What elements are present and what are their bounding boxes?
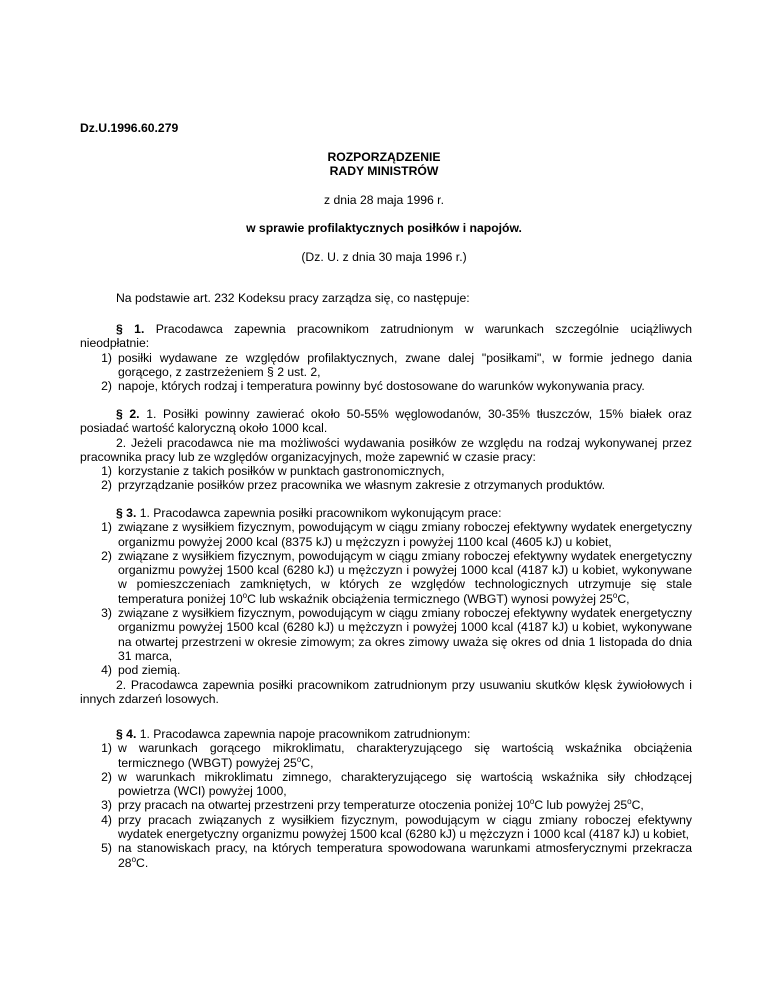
item-text: posiłki wydawane ze względów profilaktycznych, zwane dalej "posiłkami", w formie jednego dania gorącego, z zastrzeżeniem § 2 ust. 2, [118, 350, 692, 379]
item-number: 2) [101, 769, 112, 784]
item-text-end: C, [631, 798, 644, 813]
section-2-mark: § 2. [116, 407, 140, 421]
degree-sup: o [131, 854, 137, 864]
legal-basis: Na podstawie art. 232 Kodeksu pracy zarządza się, co następuje: [116, 291, 470, 305]
item-number: 2) [101, 478, 112, 493]
item-number: 4) [101, 812, 112, 827]
item-number: 2) [101, 548, 112, 563]
section-3-mark: § 3. [116, 506, 137, 520]
section-3-paragraph-1 [80, 506, 692, 520]
section-4-paragraph-1 [80, 727, 692, 741]
item-text-end: C, [301, 755, 314, 770]
section-2-p1-text: 1. Posiłki powinny zawierać około 50-55% węglowodanów, 30-35% tłuszczów, 15% białek oraz posiadać wartość kaloryczną około 1000 kcal. [80, 407, 692, 436]
list-item [80, 549, 692, 606]
item-text: na stanowiskach pracy, na których temperatura spowodowana warunkami atmosferycznymi przekracza 28 [118, 841, 692, 870]
document-identifier: Dz.U.1996.60.279 [80, 121, 179, 135]
title-line-1: ROZPORZĄDZENIE [327, 150, 441, 164]
item-number: 1) [101, 741, 112, 756]
degree-sup: o [627, 797, 632, 807]
item-number: 5) [101, 841, 112, 856]
item-number: 1) [101, 350, 112, 365]
list-item [80, 798, 692, 812]
document-date: z dnia 28 maja 1996 r. [324, 193, 444, 207]
item-text-cont: C lub wskaźnik obciążenia termicznego (WBGT) wynosi powyżej 25 [247, 591, 613, 606]
item-text: przy pracach na otwartej przestrzeni przy temperaturze otoczenia poniżej 10 [118, 798, 530, 813]
section-1-text: Pracodawca zapewnia pracownikom zatrudnionym w warunkach szczególnie uciążliwych nieodpłatnie: [80, 322, 692, 351]
document-subject: w sprawie profilaktycznych posiłków i napojów. [246, 221, 522, 235]
item-number: 1) [101, 520, 112, 535]
section-3 [80, 506, 692, 706]
section-1-intro [80, 322, 692, 351]
item-text-end: C, [617, 591, 630, 606]
degree-sup: o [296, 754, 302, 764]
item-text: przy pracach związanych z wysiłkiem fizycznym, powodującym w ciągu zmiany roboczej efektywny wydatek energetyczny organizmu powyżej 1500 kcal (6280 kJ) u mężczyzn i 1000 kcal (4187 kJ) u kobiet, [118, 812, 692, 842]
item-text: korzystanie z takich posiłków w punktach gastronomicznych, [118, 464, 445, 479]
list-item [80, 478, 692, 492]
item-number: 4) [101, 663, 112, 678]
item-text: związane z wysiłkiem fizycznym, powodującym w ciągu zmiany roboczej efektywny wydatek energetyczny organizmu powyżej 2000 kcal (8375 kJ) u mężczyzn i powyżej 1100 kcal (4605 kJ) u kobiet, [118, 520, 692, 549]
list-item [80, 770, 692, 799]
item-number: 3) [101, 798, 112, 813]
section-4-list [80, 741, 692, 870]
item-number: 1) [101, 464, 112, 479]
item-text: związane z wysiłkiem fizycznym, powodującym w ciągu zmiany roboczej efektywny wydatek energetyczny organizmu powyżej 1500 kcal (6280 kJ) u mężczyzn i powyżej 1000 kcal (4187 kJ) u kobiet, wykonywane w pomieszczeniach zamkniętych, w których ze względów technologicznych utrzymuje się stale temperatura poniżej 10 [118, 548, 692, 606]
item-text: związane z wysiłkiem fizycznym, powodującym w ciągu zmiany roboczej efektywny wydatek energetyczny organizmu powyżej 1500 kcal (6280 kJ) u mężczyzn i powyżej 1000 kcal (4187 kJ) u kobiet, wykonywane na otwartej przestrzeni w okresie zimowym; za okres zimowy uważa się okres od dnia 1 listopada do dnia 31 marca, [118, 606, 692, 663]
list-item [80, 606, 692, 663]
list-item [80, 841, 692, 870]
item-text: w warunkach mikroklimatu zimnego, charakteryzującego się wartością wskaźnika siły chłodzącej powietrza (WCI) powyżej 1000, [118, 769, 692, 799]
list-item [80, 741, 692, 770]
section-3-list [80, 520, 692, 677]
degree-sup: o [612, 590, 618, 600]
title-line-2: RADY MINISTRÓW [329, 164, 439, 178]
item-text-end: C. [136, 855, 149, 870]
list-item [80, 464, 692, 478]
degree-sup: o [242, 590, 248, 600]
section-2 [80, 407, 692, 493]
section-1-list [80, 351, 692, 394]
list-item [80, 379, 692, 393]
item-number: 2) [101, 379, 112, 394]
section-3-paragraph-2: 2. Pracodawca zapewnia posiłki pracownikom zatrudnionym przy usuwaniu skutków klęsk żywiołowych i innych zdarzeń losowych. [80, 677, 692, 706]
list-item [80, 663, 692, 677]
item-text: pod ziemią. [118, 663, 181, 678]
section-4 [80, 727, 692, 870]
section-4-p1-text: 1. Pracodawca zapewnia napoje pracownikom zatrudnionym: [139, 727, 471, 741]
item-text: przyrządzanie posiłków przez pracownika we własnym zakresie z otrzymanych produktów. [118, 478, 606, 493]
list-item [80, 351, 692, 380]
list-item [80, 520, 692, 549]
section-2-paragraph-2: 2. Jeżeli pracodawca nie ma możliwości wydawania posiłków ze względu na rodzaj wykonywanej przez pracownika pracy lub ze względów organizacyjnych, może zapewnić w czasie pracy: [80, 435, 692, 464]
item-number: 3) [101, 606, 112, 621]
list-item [80, 813, 692, 842]
section-3-p1-text: 1. Pracodawca zapewnia posiłki pracownikom wykonującym prace: [139, 506, 502, 520]
item-text: napoje, których rodzaj i temperatura powinny być dostosowane do warunków wykonywania pracy. [118, 379, 645, 394]
section-4-mark: § 4. [116, 727, 137, 741]
section-1 [80, 322, 692, 393]
publication-note: (Dz. U. z dnia 30 maja 1996 r.) [301, 250, 467, 264]
section-2-list [80, 464, 692, 493]
section-2-paragraph-1 [80, 407, 692, 436]
section-1-mark: § 1. [116, 322, 145, 336]
item-text-cont: C lub powyżej 25 [534, 798, 628, 813]
item-text: w warunkach gorącego mikroklimatu, charakteryzującego się wartością wskaźnika obciążenia termicznego (WBGT) powyżej 25 [118, 741, 692, 770]
degree-sup: o [529, 797, 535, 807]
